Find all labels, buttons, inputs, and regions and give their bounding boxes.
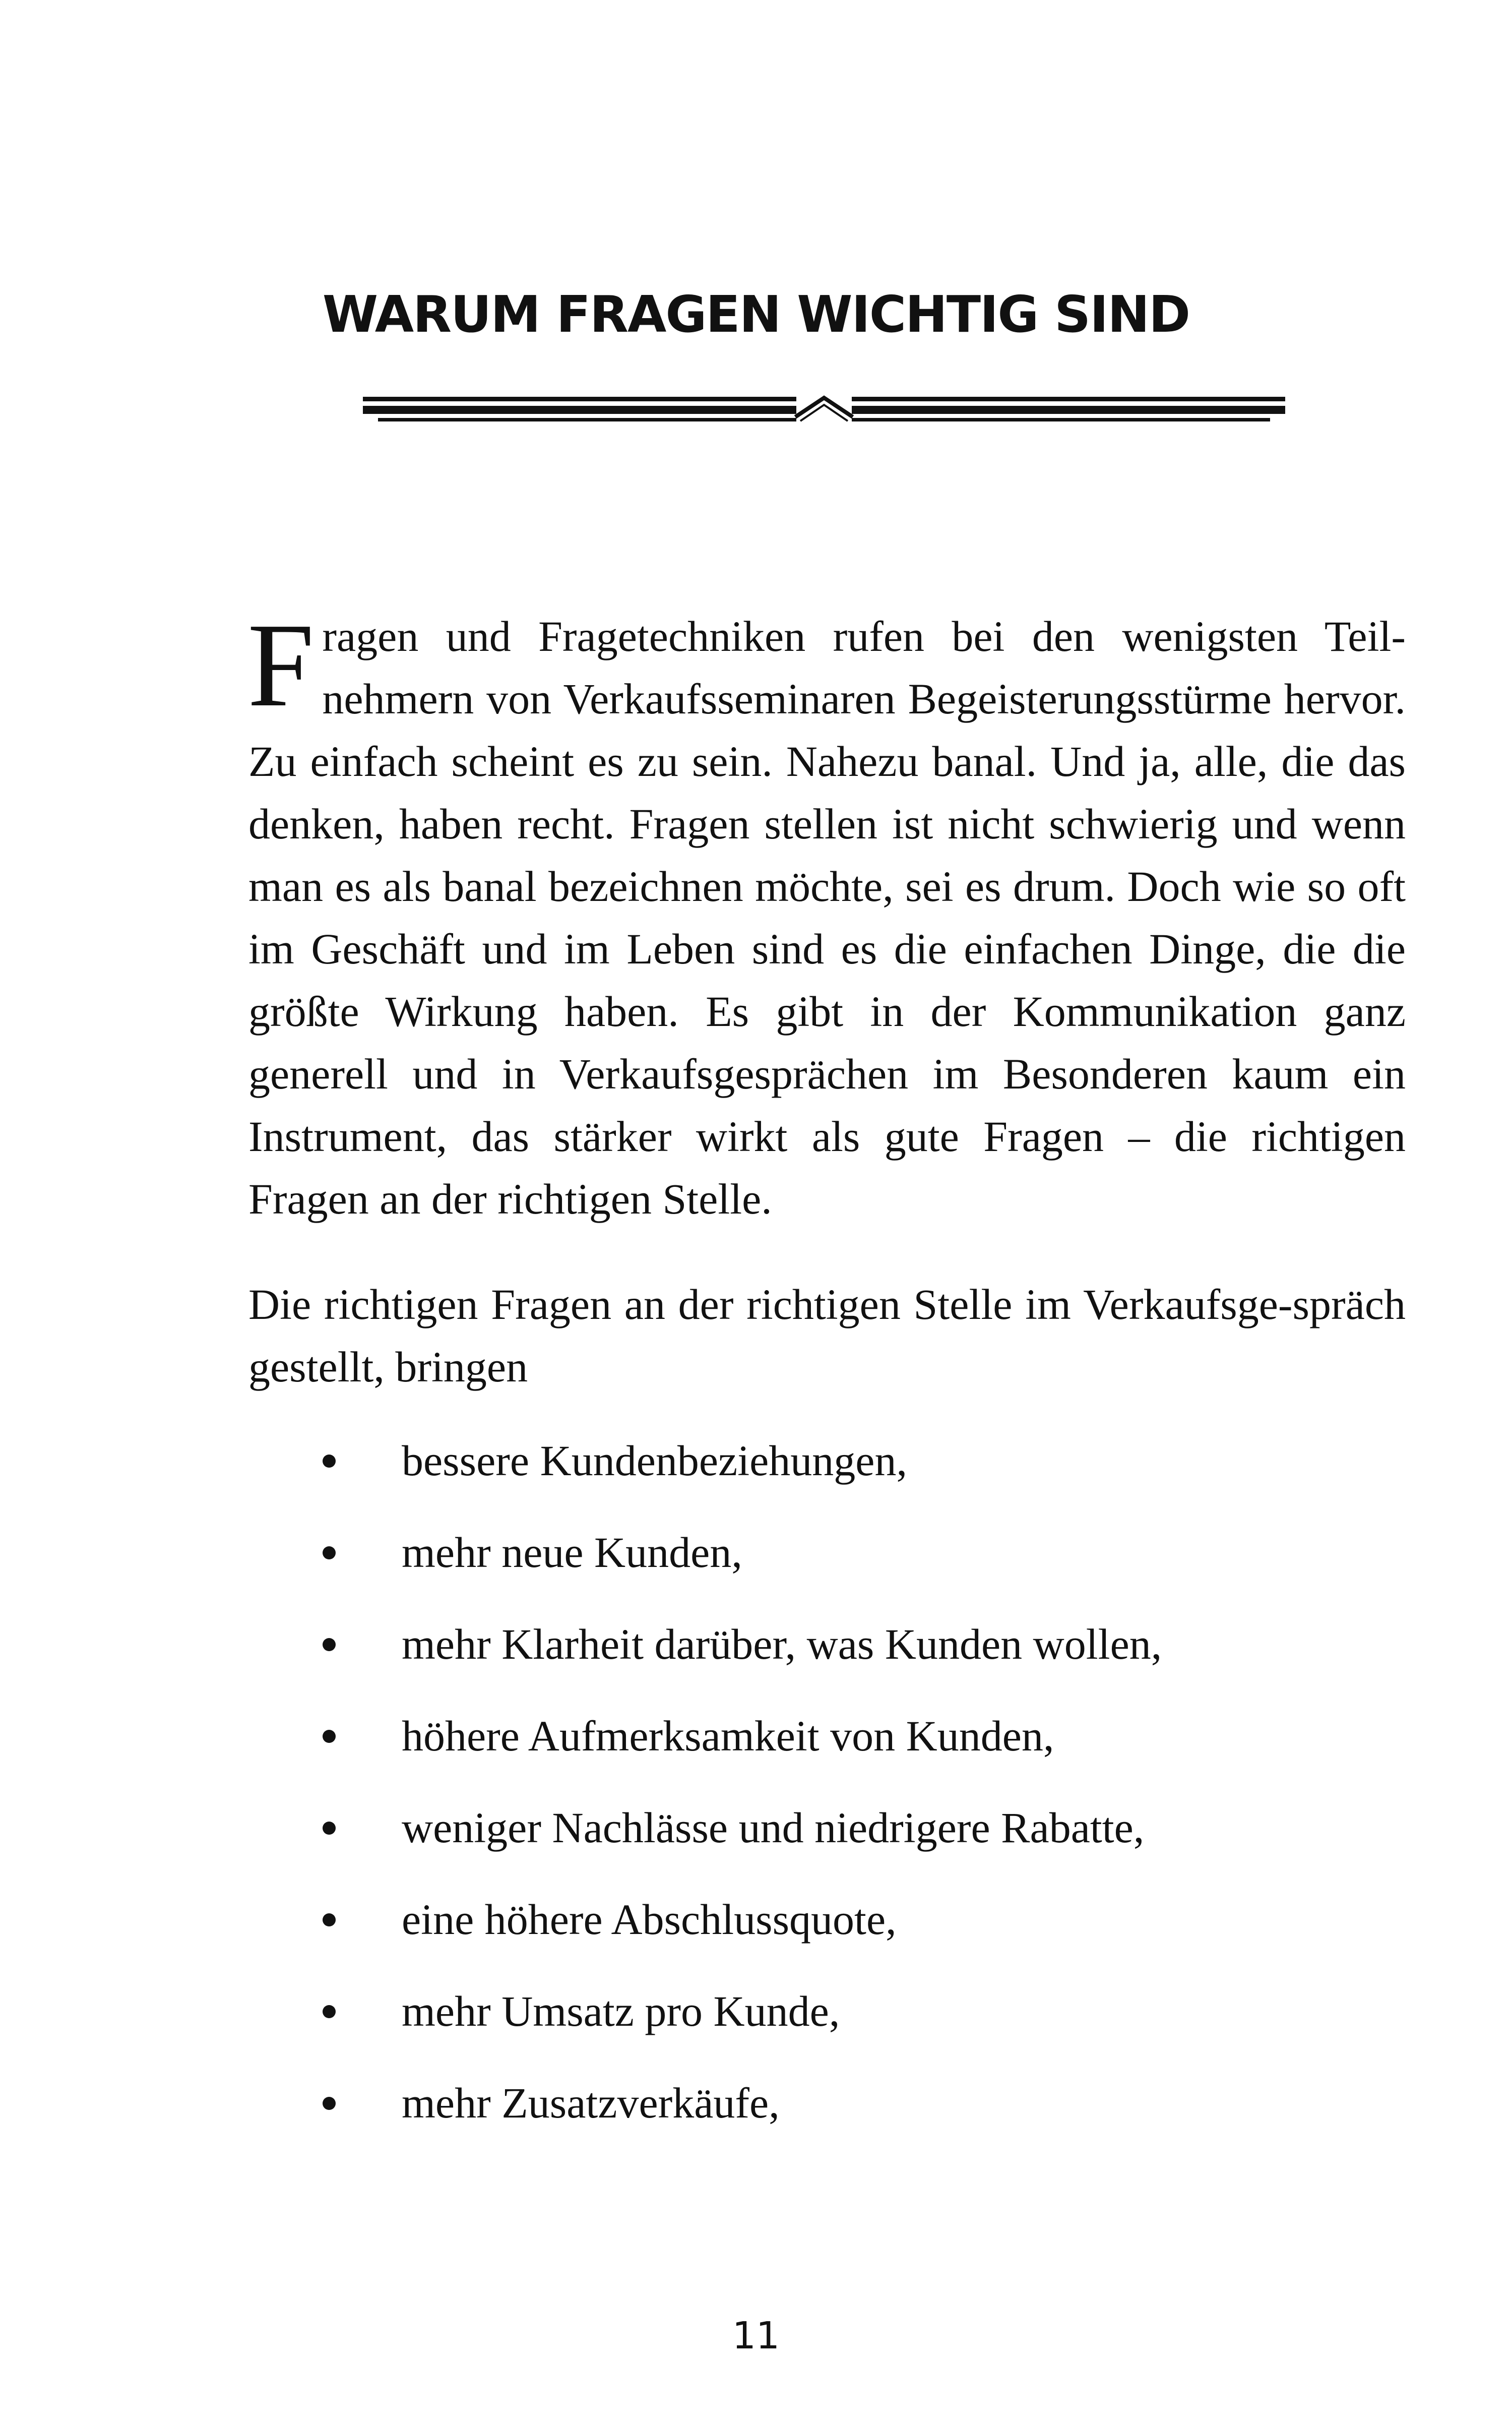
bullet-icon (323, 1455, 336, 1468)
bullet-icon (323, 1638, 336, 1651)
bullet-icon (323, 1546, 336, 1559)
list-item: mehr Zusatzverkäufe, (323, 2072, 1431, 2163)
double-line-divider-with-chevron-icon (363, 391, 1285, 431)
list-item: weniger Nachlässe und niedrigere Rabatte, (323, 1796, 1431, 1888)
bullet-icon (323, 1730, 336, 1743)
benefits-list (323, 1429, 1431, 2163)
chapter-title: WARUM FRAGEN WICHTIG SIND (322, 285, 1190, 344)
bullet-icon (323, 2005, 336, 2018)
paragraph-intro (247, 599, 1406, 1230)
list-item: mehr neue Kunden, (323, 1521, 1431, 1613)
bullet-icon (323, 2097, 336, 2110)
list-item: höhere Aufmerksamkeit von Kunden, (323, 1705, 1431, 1796)
list-item: mehr Umsatz pro Kunde, (323, 1980, 1431, 2072)
page-number: 11 (732, 2314, 780, 2357)
bullet-icon (323, 1913, 336, 1926)
paragraph-intro-text: ragen und Fragetechniken rufen bei den wenigsten Teil-nehmern von Verkaufsseminaren Begeisterungsstürme hervor. Zu einfach scheint es zu sein. Nahezu banal. Und ja, alle, die das denken, haben recht. Fragen stellen ist nicht schwierig und wenn man es als banal bezeichnen möchte, sei es drum. Doch wie so oft im Geschäft und im Leben sind es die einfachen Dinge, die die größte Wirkung haben. Es gibt in der Kommunikation ganz generell und in Verkaufsgesprächen im Besonderen kaum ein Instrument, das stärker wirkt als gute Fragen – die richtigen Fragen an der richtigen Stelle. (248, 612, 1406, 1223)
list-item: eine höhere Abschlussquote, (323, 1888, 1431, 1980)
paragraph-benefits-intro: Die richtigen Fragen an der richtigen Stelle im Verkaufsge-spräch gestellt, bringen (248, 1280, 1406, 1391)
list-item: bessere Kundenbeziehungen, (323, 1429, 1431, 1521)
drop-cap: F (247, 599, 314, 732)
bullet-icon (323, 1822, 336, 1835)
list-item: mehr Klarheit darüber, was Kunden wollen, (323, 1613, 1431, 1705)
